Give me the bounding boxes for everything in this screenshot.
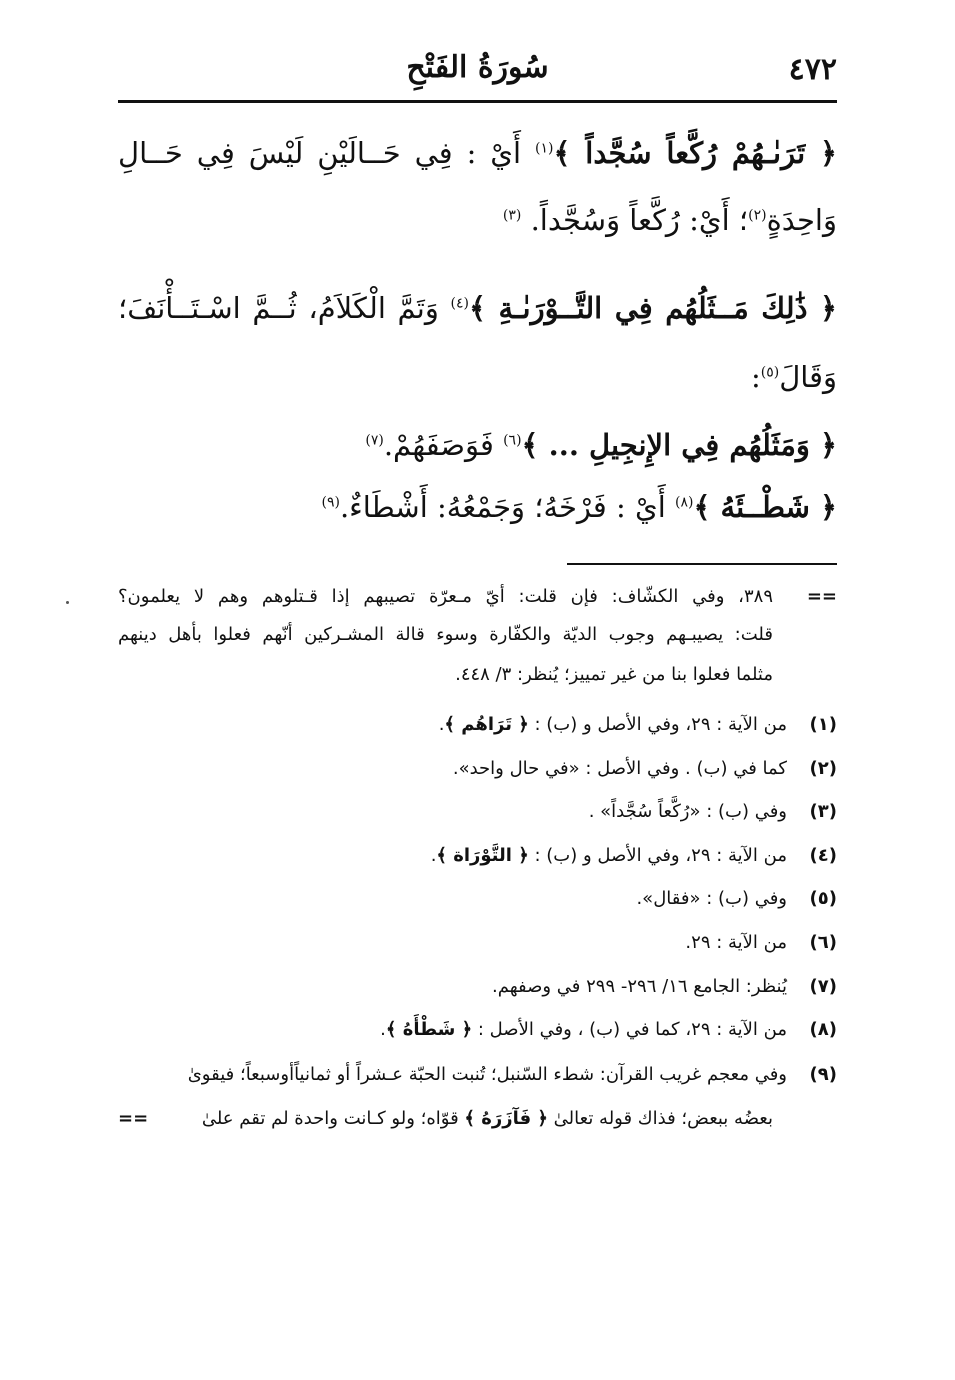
footnote-text: وفي معجم غريب القرآن: شطء السّنبل؛ تُنبت الحبّة عـشراً أو ثمانياًأوسبعاً؛ فيقوىٰ xyxy=(187,1064,787,1085)
footnote-number: (١) xyxy=(809,714,837,735)
footnote-text: يُنظر: الجامع ١٦/ ٢٩٦- ٢٩٩ في وصفهم. xyxy=(492,976,787,997)
footnote-ayah: ﴿ التَّوْرَاة ﴾ xyxy=(436,845,529,866)
footnote-text: وفي (ب) : «فقال». xyxy=(636,888,787,909)
footnote-number: (٧) xyxy=(809,976,837,997)
main-line xyxy=(118,288,837,328)
footnote-text: من الآية : ٢٩. xyxy=(685,932,787,953)
footnote-number: (٢) xyxy=(809,758,837,779)
footnote-text: كما في (ب) . وفي الأصل : «في حال واحد». xyxy=(452,758,787,779)
footnote-item xyxy=(118,710,837,740)
footnote-number: (٦) xyxy=(809,932,837,953)
main-line xyxy=(118,200,837,240)
footnote-item xyxy=(118,797,837,827)
commentary-text: فَوَصَفَهُمْ. xyxy=(383,428,504,462)
continuation-mark: == xyxy=(806,586,837,607)
commentary-text: أَيْ : فِي حَــالَيْنِ لَيْسَ فِي حَــالِ xyxy=(118,136,535,170)
page-header xyxy=(118,48,837,96)
commentary-text: : xyxy=(750,360,761,394)
quran-verse: ﴿ تَرَىٰـهُمْ رُكَّعاً سُجَّداً ﴾ xyxy=(553,136,837,170)
main-line xyxy=(118,133,837,173)
footnote-end: . xyxy=(380,1019,386,1040)
footnote-text: مثلما فعلوا بنا من غير تمييز؛ يُنظر: ٣/ ٤٤٨. xyxy=(455,664,773,685)
footnote-item xyxy=(118,841,837,871)
footnote-ref[interactable]: (١) xyxy=(535,140,554,157)
footnote-ayah: ﴿ شَطْأَهُ ﴾ xyxy=(385,1019,473,1040)
footnote-number: (٣) xyxy=(809,801,837,822)
footnote-text: وفي (ب) : «رُكَّعاً سُجَّداً» . xyxy=(588,801,787,822)
footnote-ayah: ﴿ تَرَاهُم ﴾ xyxy=(444,714,529,735)
footnote-text: من الآية : ٢٩، كما في (ب) ، وفي الأصل : xyxy=(472,1019,787,1040)
footnote-ref[interactable]: (٧) xyxy=(365,432,384,449)
footnote-item xyxy=(118,1015,837,1045)
scan-speck xyxy=(66,601,69,604)
footnote-number: (٤) xyxy=(809,845,837,866)
main-line xyxy=(118,425,837,465)
footnote-text: قلت: يصيبـهم وجوب الديّة والكفّارة وسوء قالة المشـركين أنّهم فعلوا بأهل دينهم xyxy=(118,624,773,645)
commentary-text: أَيْ : فَرْخَهُ؛ وَجَمْعُهُ: أَشْطَاءٌ. xyxy=(339,490,675,524)
footnote-ref[interactable]: (٨) xyxy=(674,494,694,511)
footnote-end: . xyxy=(438,714,445,735)
commentary-text: وَقَالَ xyxy=(779,360,837,394)
footnote-divider xyxy=(567,563,837,565)
footnote-end: . xyxy=(430,845,437,866)
footnote-ayah: ﴿ فَآزَرَهُ ﴾ xyxy=(464,1108,548,1129)
footnote-text: من الآية : ٢٩، وفي الأصل و (ب) : xyxy=(528,845,787,866)
footnote-ref[interactable]: (٥) xyxy=(760,364,780,381)
footnote-item xyxy=(118,884,837,914)
footnote-item xyxy=(118,972,837,1002)
main-line xyxy=(118,487,837,527)
header-divider xyxy=(118,100,837,103)
commentary-text: وَاحِدَةٍ xyxy=(766,203,837,237)
footnote-ref[interactable]: (٣) xyxy=(502,207,522,224)
footnote-ref[interactable]: (٦) xyxy=(503,432,522,449)
footnote-text: بعضُه ببعض؛ فذاك قوله تعالىٰ xyxy=(547,1108,773,1129)
footnote-ref[interactable]: (٢) xyxy=(748,207,767,224)
quran-verse: ﴿ وَمَثَلُهُم فِي الإِنجِيلِ ... ﴾ xyxy=(521,428,837,462)
main-line xyxy=(118,357,837,397)
footnote-text: قوّاه؛ ولو كـانت واحدة لم تقم علىٰ xyxy=(201,1108,465,1129)
quran-verse: ﴿ شَطْــئَهُ ﴾ xyxy=(693,490,837,524)
footnote-item xyxy=(118,928,837,958)
footnote-ref[interactable]: (٩) xyxy=(321,494,340,511)
surah-title: سُورَةُ الفَتْحِ xyxy=(406,50,549,85)
footnote-number: (٩) xyxy=(809,1064,837,1085)
footnote-item xyxy=(118,1060,837,1090)
footnote-text-wrap xyxy=(158,1104,773,1134)
footnote-text: من الآية : ٢٩، وفي الأصل و (ب) : xyxy=(528,714,787,735)
quran-verse: ﴿ ذَٰلِكَ مَــثَلُهُم فِي التَّــوْرَىٰـةِ ﴾ xyxy=(468,291,837,325)
footnote-text: ٣٨٩، وفي الكشّاف: فإن قلت: أيّ مـعرّة تصيبهم إذا قـتلوهم وهم لا يعلمون؟ xyxy=(118,586,773,607)
footnote-number: (٥) xyxy=(809,888,837,909)
commentary-text: ؛ أَيْ: رُكَّعاً وَسُجَّداً. xyxy=(530,203,749,237)
page-number: ٤٧٢ xyxy=(788,52,837,87)
footnote-number: (٨) xyxy=(809,1019,837,1040)
continuation-mark: == xyxy=(118,1108,149,1129)
commentary-text: وَتَمَّ الْكَلاَمُ، ثُــمَّ اسْـتَــأْنَفَ؛ xyxy=(118,291,451,325)
footnote-item xyxy=(118,754,837,784)
footnote-ref[interactable]: (٤) xyxy=(450,295,469,312)
